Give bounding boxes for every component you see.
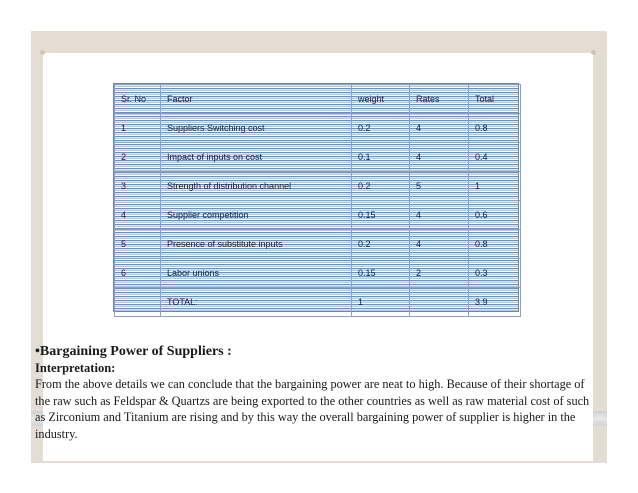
- interpretation-block: [35, 343, 595, 442]
- cell-total: 1: [469, 172, 521, 201]
- cell-factor: Strength of distribution channel: [161, 172, 352, 201]
- interpretation-label: Interpretation:: [35, 361, 116, 375]
- cell-rates: 4: [410, 230, 469, 259]
- cell-sr-no: 4: [115, 201, 161, 230]
- cell-sr-no: 1: [115, 114, 161, 143]
- cell-total: 0.8: [469, 230, 521, 259]
- table-row: [115, 230, 521, 259]
- cell-rates: [410, 288, 469, 317]
- header-weight: weight: [352, 85, 410, 114]
- table-row: [115, 201, 521, 230]
- table-row: [115, 172, 521, 201]
- cell-weight: 0.15: [352, 259, 410, 288]
- cell-weight: 0.2: [352, 172, 410, 201]
- cell-total: 0.6: [469, 201, 521, 230]
- cell-grand-total: 3.9: [469, 288, 521, 317]
- cell-total: 0.8: [469, 114, 521, 143]
- cell-sr-no: 2: [115, 143, 161, 172]
- interpretation-paragraph: From the above details we can conclude that the bargaining power are neat to high. Because of their shortage of the raw such as Feldspar & Quartzs are being exported to the other countries as well as raw material cost of such as Zirconium and Titanium are rising and by this way the overall bargaining power of supplier is higher in the industry.: [35, 377, 590, 441]
- cell-weight: 0.1: [352, 143, 410, 172]
- cell-sr-no: 3: [115, 172, 161, 201]
- corner-dot-tr-icon: [591, 50, 596, 55]
- cell-total: 0.4: [469, 143, 521, 172]
- cell-total: 0.3: [469, 259, 521, 288]
- cell-total-label: TOTAL:: [161, 288, 352, 317]
- table-row: [115, 143, 521, 172]
- cell-rates: 4: [410, 114, 469, 143]
- table-total-row: [115, 288, 521, 317]
- factors-table-grid: [114, 84, 521, 317]
- cell-weight: 0.15: [352, 201, 410, 230]
- supplier-factors-table: [113, 83, 519, 312]
- table-header-row: [115, 85, 521, 114]
- cell-rates: 5: [410, 172, 469, 201]
- cell-weight: 0.2: [352, 230, 410, 259]
- cell-factor: Supplier competition: [161, 201, 352, 230]
- cell-sr-no: 5: [115, 230, 161, 259]
- cell-factor: Impact of inputs on cost: [161, 143, 352, 172]
- header-total: Total: [469, 85, 521, 114]
- cell-rates: 2: [410, 259, 469, 288]
- cell-factor: Labor unions: [161, 259, 352, 288]
- cell-sr-no: [115, 288, 161, 317]
- table-row: [115, 259, 521, 288]
- cell-rates: 4: [410, 143, 469, 172]
- cell-factor: Suppliers Switching cost: [161, 114, 352, 143]
- section-heading: •Bargaining Power of Suppliers :: [35, 344, 232, 359]
- header-sr-no: Sr. No: [115, 85, 161, 114]
- cell-weight: 0.2: [352, 114, 410, 143]
- cell-sr-no: 6: [115, 259, 161, 288]
- table-row: [115, 114, 521, 143]
- cell-rates: 4: [410, 201, 469, 230]
- header-rates: Rates: [410, 85, 469, 114]
- corner-dot-tl-icon: [40, 50, 45, 55]
- cell-factor: Presence of substitute inputs: [161, 230, 352, 259]
- cell-total-weight: 1: [352, 288, 410, 317]
- header-factor: Factor: [161, 85, 352, 114]
